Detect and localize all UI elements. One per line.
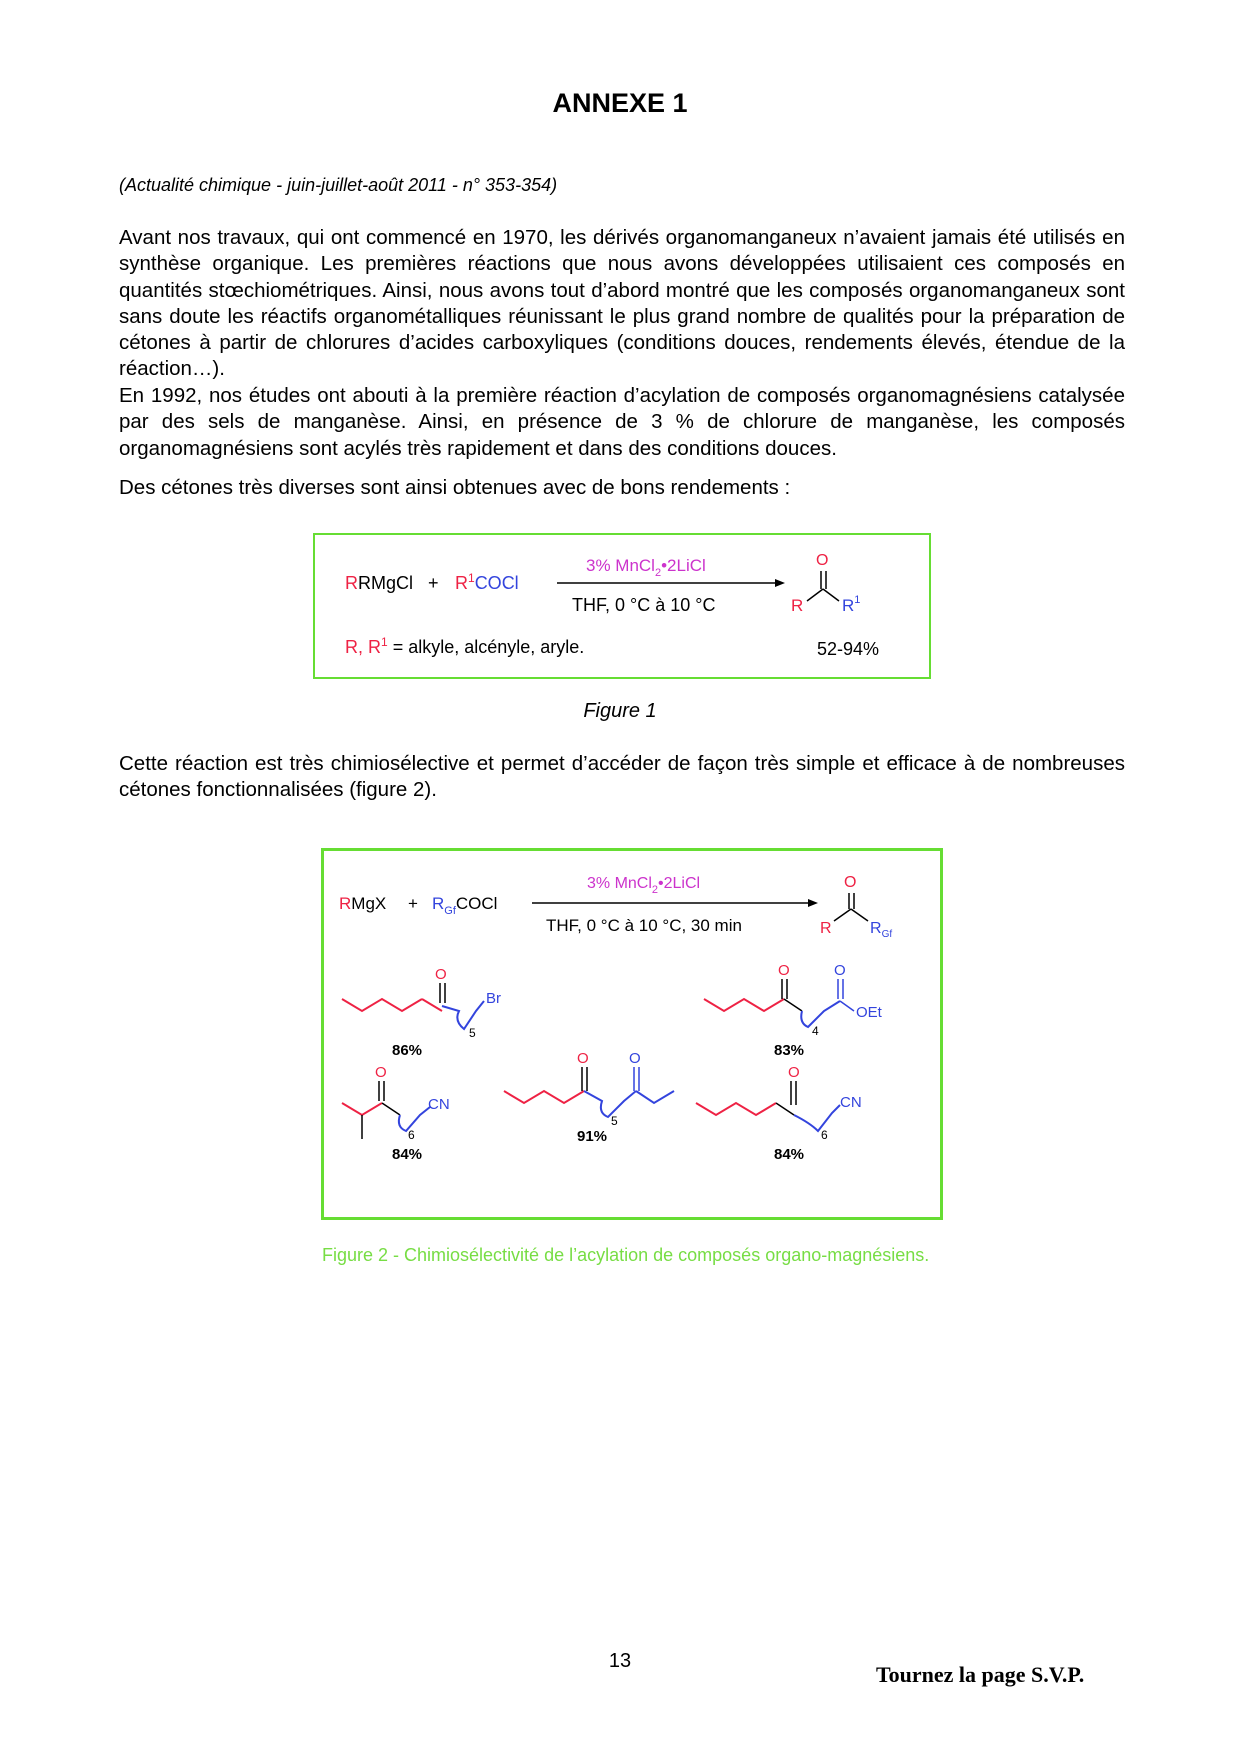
compound-bromo-ketone [342,966,501,1059]
fig2-catalyst: 3% MnCl$_2$•2LiCl [587,875,701,896]
compound2-yield: 83% [774,1042,805,1059]
compound1-red-chain [342,999,422,1011]
compound4-bond [382,1103,400,1115]
fig1-product-r1: $R^1$ [842,594,861,615]
fig1-yield: 52-94% [817,639,880,659]
compound4-oxygen: O [375,1064,387,1081]
compound2-blue-chain [801,1001,840,1027]
figure-1-scheme [313,533,931,679]
fig2-arrow-head [808,899,818,907]
paragraph-1: Avant nos travaux, qui ont commencé en 1970, les dérivés organomanganeux n’avaient jamais été utilisés en synthèse organique. Les premières réactions que nous avons développées utilisaient ces composés en quantités stœchiométriques. Ainsi, nous avons tout d’abord montré que les composés organomanganeux sont sans doute les réactifs organométalliques réunissant le plus grand nombre de qualités pour la préparation de cétones à partir de chlorures d’acides carboxyliques (conditions douces, rendements élevés, étendue de la réaction…). [119,226,1125,381]
compound2-group: OEt [856,1004,882,1021]
page-number: 13 [608,1650,632,1672]
citation: (Actualité chimique - juin-juillet-août 2011 - n° 353-354) [119,175,558,195]
fig2-r-bond [834,909,851,921]
compound2-oet-bond [840,1001,854,1011]
compound3-oxygen2: O [629,1050,641,1067]
compound-linear-nitrile [696,1064,862,1163]
compound3-red-chain [504,1091,584,1103]
compound4-group: CN [428,1096,450,1113]
fig1-product-r: R [791,596,804,615]
fig2-reagent1: RMgX [339,894,387,913]
fig1-r1-bond [823,589,839,601]
compound-keto-ester [704,962,883,1059]
compound3-index: 5 [611,1114,618,1128]
compound2-oxygen: O [778,962,790,979]
compound5-group: CN [840,1094,862,1111]
compound3-ethyl [636,1091,674,1103]
fig2-conditions: THF, 0 °C à 10 °C, 30 min [546,916,742,935]
paragraph-2: En 1992, nos études ont abouti à la première réaction d’acylation de composés organomagnésiens catalysée par des sels de manganèse. Ainsi, en présence de 3 % de chlorure de manganèse, les composés organomagnésiens sont acylés très rapidement et dans des conditions douces. [119,384,1125,460]
compound4-index: 6 [408,1128,415,1142]
compound5-red-chain [696,1103,776,1115]
paragraph-3: Des cétones très diverses sont ainsi obtenues avec de bons rendements : [119,476,791,499]
compound4-red-chain [342,1103,382,1115]
fig1-scope: R, $R^1$ = alkyle, alcényle, aryle. [345,635,585,657]
figure-2-scheme [321,848,943,1220]
compound2-bond [784,999,802,1011]
fig2-product-rgf: $R_{Gf}$ [870,920,893,940]
fig2-reagent2: $R_{Gf}COCl$ [432,894,498,917]
compound-diketone [504,1050,674,1145]
fig2-product-oxygen: O [844,874,857,891]
figure-2-caption: Figure 2 - Chimiosélectivité de l’acylation de composés organo-magnésiens. [322,1245,930,1265]
fig2-product-r: R [820,920,832,937]
compound2-oxygen2: O [834,962,846,979]
compound5-blue-chain [794,1105,840,1131]
fig1-plus: + [428,573,439,593]
figure-1-caption: Figure 1 [583,700,657,722]
compound1-oxygen: O [435,966,447,983]
compound3-blue-chain [584,1091,636,1117]
compound3-yield: 91% [577,1128,608,1145]
compound2-red-chain [704,999,784,1011]
compound1-group: Br [486,990,501,1007]
fig1-catalyst: 3% MnCl$_2$•2LiCl [586,556,706,579]
compound1-yield: 86% [392,1042,423,1059]
compound4-yield: 84% [392,1146,423,1163]
figure-2-svg [324,851,940,1217]
paragraph-4: Cette réaction est très chimiosélective et permet d’accéder de façon très simple et efficace à de nombreuses cétones fonctionnalisées (figure 2). [119,752,1125,802]
turn-page-note: Tournez la page S.V.P. [876,1662,1085,1687]
compound3-oxygen: O [577,1050,589,1067]
compound5-yield: 84% [774,1146,805,1163]
figure-1-svg [315,535,929,677]
fig1-r-bond [807,589,823,601]
fig1-reagent2: $R^1COCl$ [455,571,519,593]
compound2-index: 4 [812,1024,819,1038]
fig2-rgf-bond [851,909,868,921]
compound1-blue-chain [442,1001,484,1029]
compound1-index: 5 [469,1026,476,1040]
fig1-arrow-head [775,579,785,587]
compound1-red-chain-end [422,999,442,1011]
compound-branched-nitrile [342,1064,450,1163]
fig1-product-oxygen: O [816,552,829,569]
page-title: ANNEXE 1 [552,88,688,118]
fig1-conditions: THF, 0 °C à 10 °C [572,595,716,615]
compound5-oxygen: O [788,1064,800,1081]
compound5-index: 6 [821,1128,828,1142]
fig1-reagent1: RRMgCl [345,573,414,593]
fig2-plus: + [408,894,418,913]
